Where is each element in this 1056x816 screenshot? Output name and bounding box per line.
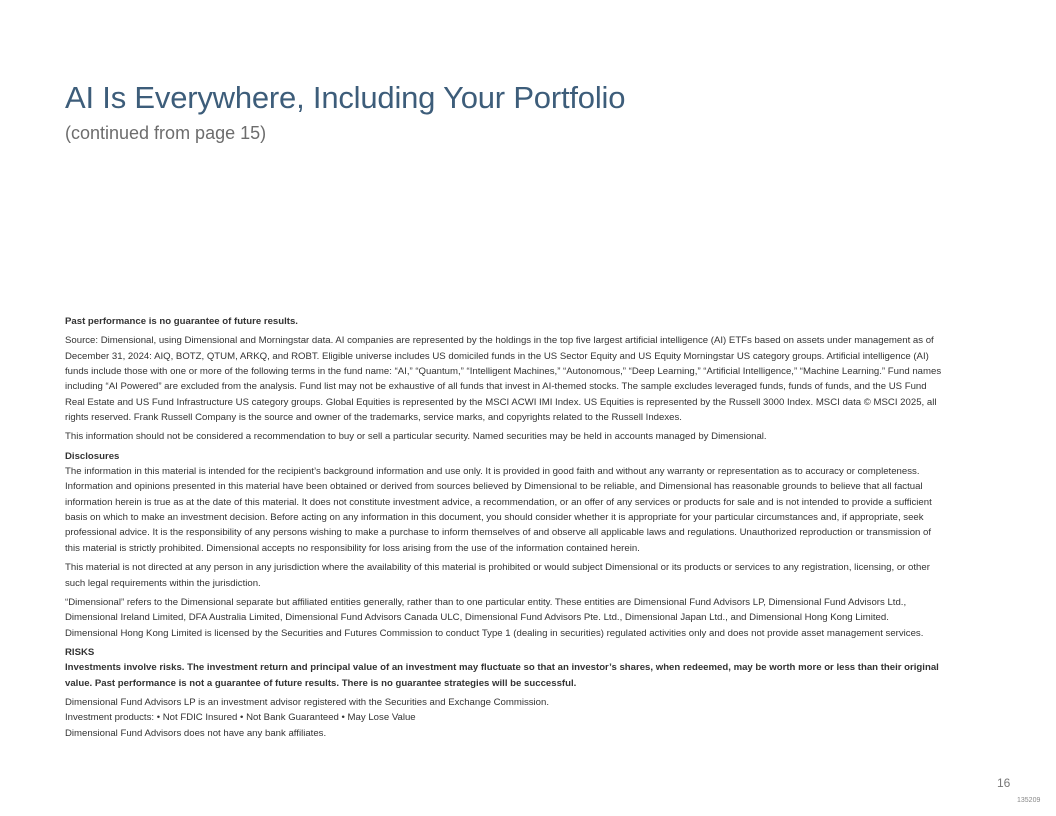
page-title: AI Is Everywhere, Including Your Portfolio <box>65 80 626 115</box>
risks-statement: Investments involve risks. The investment return and principal value of an investment may fluctuate so that an investor’s shares, when redeemed, may be worth more or less than their original value. Past performance is not a guarantee of future results. There is no guarantee strategies will be successful. <box>65 662 939 689</box>
disclosures-heading: Disclosures <box>65 450 120 462</box>
disclosures-paragraph-1: The information in this material is intended for the recipient’s background information and use only. It is provided in good faith and without any warranty or representation as to accuracy or completeness. Information and opinions presented in this material have been obtained or derived from sources believed by Dimensional to be reliable, and Dimensional has reasonable grounds to believe that all factual information herein is true as at the date of this material. It does not constitute investment advice, a recommendation, or an offer of any services or products for sale and is not intended to provide a sufficient basis on which to make an investment decision. Before acting on any information in this document, you should consider whether it is appropriate for your particular circumstances and, if appropriate, seek professional advice. It is the responsibility of any persons wishing to make a purchase to inform themselves of and observe all applicable laws and regulations. Unauthorized reproduction or transmission of this material is strictly prohibited. Dimensional accepts no responsibility for loss arising from the use of the information contained herein. <box>65 466 932 554</box>
recommendation-note: This information should not be considered a recommendation to buy or sell a particular security. Named securities may be held in accounts managed by Dimensional. <box>65 431 767 443</box>
source-note: Source: Dimensional, using Dimensional and Morningstar data. AI companies are represented by the holdings in the top five largest artificial intelligence (AI) ETFs based on assets under management as of December 31, 2024: AIQ, BOTZ, QTUM, ARKQ, and ROBT. Eligible universe includes US domiciled funds in the US Sector Equity and US Equity Morningstar US category groups. Artificial intelligence (AI) funds include those with one or more of the following terms in the fund name: “AI,” “Quantum,” “Intelligent Machines,” “Autonomous,” “Deep Learning,” “Artificial Intelligence,” “Machine Learning.” Fund names including “AI Powered” are excluded from the analysis. Fund list may not be exhaustive of all funds that invest in AI-themed stocks. The sample excludes leveraged funds, funds of funds, and the US Fund Real Estate and US Fund Infrastructure US category groups. Global Equities is represented by the MSCI ACWI IMI Index. US Equities is represented by the Russell 3000 Index. MSCI data © MSCI 2025, all rights reserved. Frank Russell Company is the source and owner of the trademarks, service marks, and copyrights related to the Russell Indexes. <box>65 335 942 424</box>
bank-note: Dimensional Fund Advisors does not have any bank affiliates. <box>65 727 327 739</box>
registration-note: Dimensional Fund Advisors LP is an investment advisor registered with the Securities and Exchange Commission. <box>65 696 550 708</box>
disclosure-body <box>65 314 943 741</box>
disclosures-paragraph-2: This material is not directed at any person in any jurisdiction where the availability of this material is prohibited or would subject Dimensional or its products or services to any registration, licensing, or other such legal requirements within the jurisdiction. <box>65 562 930 589</box>
disclosures-paragraph-3: “Dimensional” refers to the Dimensional separate but affiliated entities generally, rather than to one particular entity. These entities are Dimensional Fund Advisors LP, Dimensional Fund Advisors Ltd., Dimensional Ireland Limited, DFA Australia Limited, Dimensional Fund Advisors Canada ULC, Dimensional Fund Advisors Pte. Ltd., Dimensional Japan Ltd., and Dimensional Hong Kong Limited. Dimensional Hong Kong Limited is licensed by the Securities and Futures Commission to conduct Type 1 (dealing in securities) regulated activities only and does not provide asset management services. <box>65 596 924 639</box>
products-note: Investment products: • Not FDIC Insured • Not Bank Guaranteed • May Lose Value <box>65 712 416 724</box>
page-number: 16 <box>997 776 1011 790</box>
past-performance-note: Past performance is no guarantee of future results. <box>65 316 298 327</box>
risks-heading: RISKS <box>65 646 95 658</box>
document-code: 135209 <box>1017 797 1041 804</box>
page-subtitle: (continued from page 15) <box>65 123 267 143</box>
